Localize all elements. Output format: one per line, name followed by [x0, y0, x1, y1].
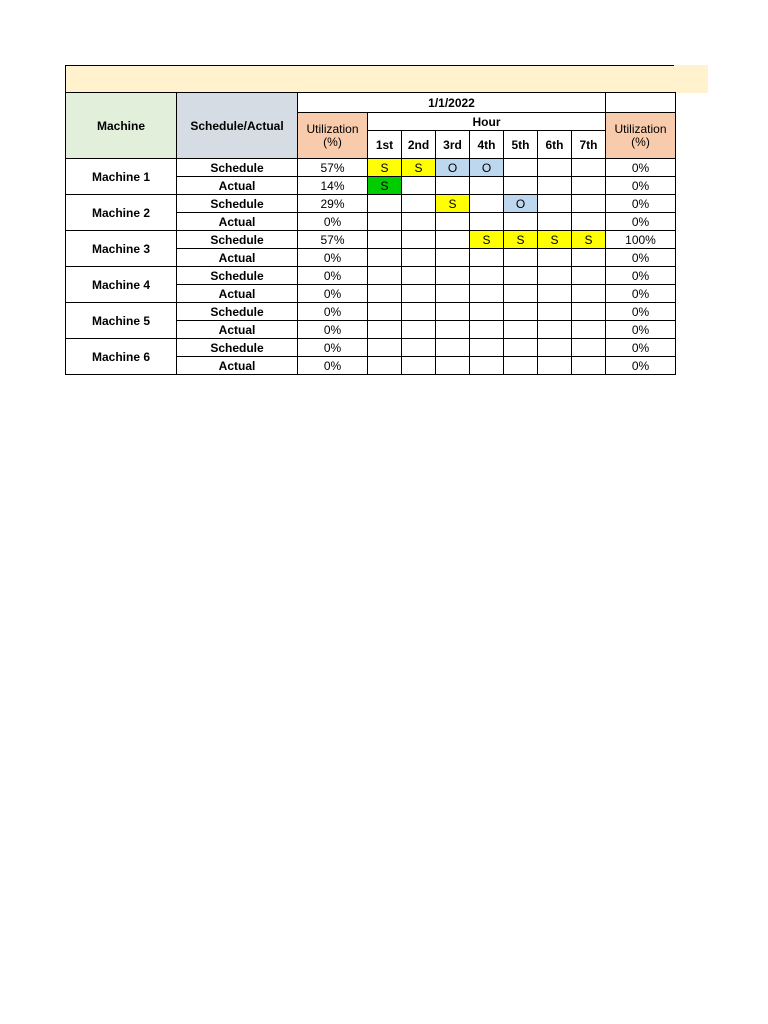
actual-label[interactable]: Actual: [177, 321, 298, 339]
hour-header-1: 1st: [368, 131, 402, 159]
hour-slot-1[interactable]: [368, 231, 402, 249]
machine-name[interactable]: Machine 3: [66, 231, 177, 267]
schedule-label[interactable]: Schedule: [177, 267, 298, 285]
schedule-utilization-right[interactable]: 0%: [606, 159, 676, 177]
hour-slot-4[interactable]: [470, 303, 504, 321]
machine-name[interactable]: Machine 5: [66, 303, 177, 339]
hour-slot-3[interactable]: [436, 339, 470, 357]
hour-slot-1[interactable]: [368, 339, 402, 357]
hour-slot-6[interactable]: [538, 285, 572, 303]
hour-slot-3[interactable]: [436, 357, 470, 375]
hour-slot-5[interactable]: [504, 303, 538, 321]
hour-slot-4[interactable]: [470, 195, 504, 213]
hour-slot-3[interactable]: O: [436, 159, 470, 177]
hour-slot-3[interactable]: [436, 213, 470, 231]
hour-slot-5[interactable]: [504, 339, 538, 357]
machine-name[interactable]: Machine 4: [66, 267, 177, 303]
schedule-utilization[interactable]: 57%: [298, 159, 368, 177]
hour-slot-6[interactable]: [538, 195, 572, 213]
hour-header-2: 2nd: [402, 131, 436, 159]
actual-utilization[interactable]: 0%: [298, 321, 368, 339]
hour-slot-2[interactable]: [402, 303, 436, 321]
hour-slot-5[interactable]: [504, 249, 538, 267]
hour-slot-2[interactable]: [402, 249, 436, 267]
table-row: [66, 339, 676, 357]
actual-label[interactable]: Actual: [177, 285, 298, 303]
schedule-utilization[interactable]: 57%: [298, 231, 368, 249]
hour-slot-4[interactable]: [470, 321, 504, 339]
machine-name[interactable]: Machine 1: [66, 159, 177, 195]
hour-slot-6[interactable]: [538, 249, 572, 267]
hour-header-3: 3rd: [436, 131, 470, 159]
hour-slot-1[interactable]: [368, 285, 402, 303]
schedule-label[interactable]: Schedule: [177, 195, 298, 213]
schedule-utilization[interactable]: 0%: [298, 267, 368, 285]
actual-utilization[interactable]: 0%: [298, 249, 368, 267]
schedule-label[interactable]: Schedule: [177, 231, 298, 249]
actual-utilization-right[interactable]: 0%: [606, 249, 676, 267]
schedule-utilization-right[interactable]: 100%: [606, 231, 676, 249]
hour-slot-5[interactable]: S: [504, 231, 538, 249]
hour-slot-1[interactable]: [368, 213, 402, 231]
hour-slot-4[interactable]: [470, 285, 504, 303]
table-row: [66, 195, 676, 213]
hour-slot-2[interactable]: S: [402, 159, 436, 177]
hour-slot-3[interactable]: [436, 177, 470, 195]
hour-slot-6[interactable]: [538, 339, 572, 357]
hour-slot-7[interactable]: [572, 195, 606, 213]
hour-slot-7[interactable]: [572, 321, 606, 339]
schedule-utilization[interactable]: 29%: [298, 195, 368, 213]
hour-slot-1[interactable]: [368, 357, 402, 375]
title-banner: [65, 65, 708, 93]
hour-slot-4[interactable]: [470, 177, 504, 195]
hour-slot-2[interactable]: [402, 195, 436, 213]
hour-slot-5[interactable]: [504, 159, 538, 177]
schedule-label[interactable]: Schedule: [177, 159, 298, 177]
header-date: 1/1/2022: [298, 93, 606, 113]
machine-name[interactable]: Machine 2: [66, 195, 177, 231]
header-utilization-right: Utilization (%): [606, 113, 676, 159]
hour-slot-2[interactable]: [402, 231, 436, 249]
hour-slot-3[interactable]: [436, 231, 470, 249]
actual-utilization-right[interactable]: 0%: [606, 321, 676, 339]
hour-slot-3[interactable]: [436, 267, 470, 285]
hour-slot-4[interactable]: [470, 339, 504, 357]
hour-slot-1[interactable]: [368, 195, 402, 213]
actual-utilization[interactable]: 14%: [298, 177, 368, 195]
hour-header-7: 7th: [572, 131, 606, 159]
schedule-table: [65, 92, 676, 375]
table-row: [66, 231, 676, 249]
hour-slot-6[interactable]: [538, 357, 572, 375]
hour-slot-5[interactable]: [504, 267, 538, 285]
header-blank-cell: [606, 93, 676, 113]
hour-slot-1[interactable]: [368, 321, 402, 339]
hour-slot-6[interactable]: [538, 267, 572, 285]
table-row: [66, 303, 676, 321]
header-hour: Hour: [368, 113, 606, 131]
hour-header-6: 6th: [538, 131, 572, 159]
actual-label[interactable]: Actual: [177, 213, 298, 231]
table-row: [66, 267, 676, 285]
hour-slot-6[interactable]: S: [538, 231, 572, 249]
hour-slot-3[interactable]: S: [436, 195, 470, 213]
actual-utilization[interactable]: 0%: [298, 285, 368, 303]
hour-slot-6[interactable]: [538, 213, 572, 231]
header-utilization: Utilization (%): [298, 113, 368, 159]
schedule-utilization-right[interactable]: 0%: [606, 195, 676, 213]
hour-slot-7[interactable]: [572, 267, 606, 285]
title-banner-edge: [674, 65, 708, 93]
table-row: [66, 159, 676, 177]
schedule-utilization-right[interactable]: 0%: [606, 267, 676, 285]
hour-slot-7[interactable]: [572, 303, 606, 321]
hour-slot-2[interactable]: [402, 285, 436, 303]
hour-slot-4[interactable]: [470, 213, 504, 231]
hour-slot-2[interactable]: [402, 339, 436, 357]
hour-slot-7[interactable]: [572, 339, 606, 357]
hour-slot-2[interactable]: [402, 357, 436, 375]
hour-slot-7[interactable]: [572, 249, 606, 267]
schedule-label[interactable]: Schedule: [177, 303, 298, 321]
hour-slot-2[interactable]: [402, 177, 436, 195]
actual-utilization-right[interactable]: 0%: [606, 285, 676, 303]
hour-header-5: 5th: [504, 131, 538, 159]
hour-slot-6[interactable]: [538, 321, 572, 339]
actual-utilization[interactable]: 0%: [298, 357, 368, 375]
actual-utilization-right[interactable]: 0%: [606, 357, 676, 375]
hour-slot-7[interactable]: [572, 357, 606, 375]
hour-slot-3[interactable]: [436, 303, 470, 321]
schedule-label[interactable]: Schedule: [177, 339, 298, 357]
header-machine: Machine: [66, 93, 177, 159]
hour-slot-1[interactable]: S: [368, 159, 402, 177]
hour-slot-4[interactable]: [470, 249, 504, 267]
hour-slot-1[interactable]: [368, 249, 402, 267]
actual-label[interactable]: Actual: [177, 249, 298, 267]
hour-slot-6[interactable]: [538, 159, 572, 177]
hour-slot-6[interactable]: [538, 177, 572, 195]
hour-slot-3[interactable]: [436, 285, 470, 303]
hour-header-4: 4th: [470, 131, 504, 159]
hour-slot-7[interactable]: S: [572, 231, 606, 249]
hour-slot-3[interactable]: [436, 321, 470, 339]
hour-slot-7[interactable]: [572, 213, 606, 231]
hour-slot-7[interactable]: [572, 159, 606, 177]
hour-slot-2[interactable]: [402, 213, 436, 231]
hour-slot-1[interactable]: [368, 267, 402, 285]
hour-slot-5[interactable]: [504, 285, 538, 303]
hour-slot-5[interactable]: [504, 357, 538, 375]
schedule-utilization-right[interactable]: 0%: [606, 339, 676, 357]
hour-slot-7[interactable]: [572, 177, 606, 195]
schedule-utilization[interactable]: 0%: [298, 339, 368, 357]
actual-label[interactable]: Actual: [177, 177, 298, 195]
machine-name[interactable]: Machine 6: [66, 339, 177, 375]
hour-slot-6[interactable]: [538, 303, 572, 321]
actual-utilization-right[interactable]: 0%: [606, 177, 676, 195]
header-schedule-actual: Schedule/Actual: [177, 93, 298, 159]
actual-label[interactable]: Actual: [177, 357, 298, 375]
hour-slot-7[interactable]: [572, 285, 606, 303]
hour-slot-5[interactable]: [504, 321, 538, 339]
hour-slot-5[interactable]: [504, 177, 538, 195]
hour-slot-4[interactable]: S: [470, 231, 504, 249]
actual-utilization-right[interactable]: 0%: [606, 213, 676, 231]
hour-slot-4[interactable]: O: [470, 159, 504, 177]
hour-slot-4[interactable]: [470, 357, 504, 375]
hour-slot-5[interactable]: O: [504, 195, 538, 213]
hour-slot-3[interactable]: [436, 249, 470, 267]
actual-utilization[interactable]: 0%: [298, 213, 368, 231]
schedule-utilization[interactable]: 0%: [298, 303, 368, 321]
hour-slot-2[interactable]: [402, 267, 436, 285]
hour-slot-4[interactable]: [470, 267, 504, 285]
hour-slot-5[interactable]: [504, 213, 538, 231]
hour-slot-1[interactable]: S: [368, 177, 402, 195]
hour-slot-1[interactable]: [368, 303, 402, 321]
hour-slot-2[interactable]: [402, 321, 436, 339]
schedule-utilization-right[interactable]: 0%: [606, 303, 676, 321]
